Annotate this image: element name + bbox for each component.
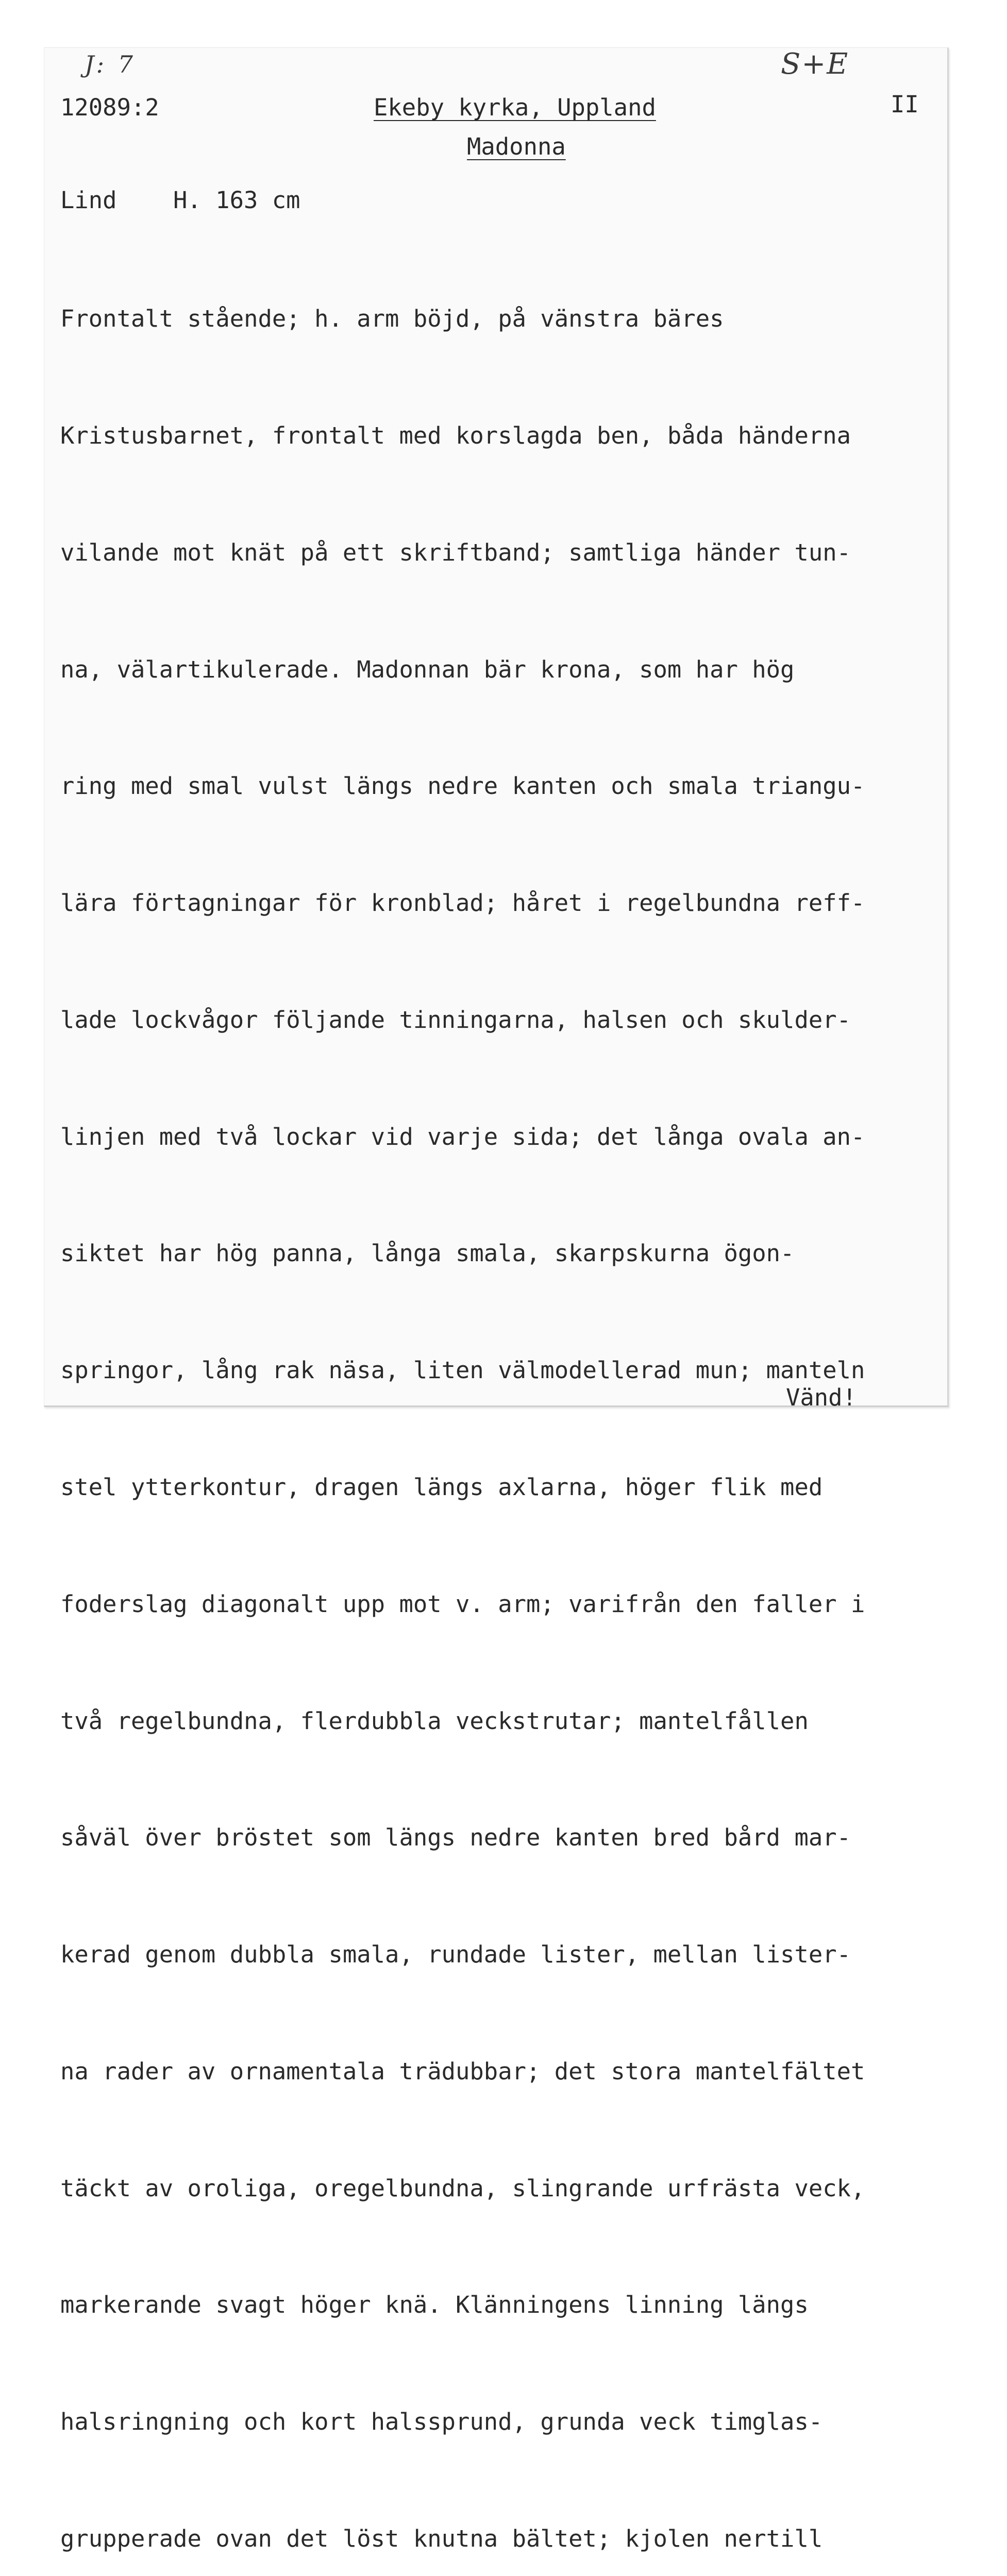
handwritten-note-left: J: 7 — [85, 50, 136, 78]
description-line: två regelbundna, flerdubbla veckstrutar; mantelfållen — [60, 1707, 809, 1735]
description-line: kerad genom dubbla smala, rundade lister, mellan lister- — [60, 1941, 851, 1969]
description-line: lade lockvågor följande tinningarna, halsen och skulder- — [60, 1006, 851, 1033]
description-line: springor, lång rak näsa, liten välmodellerad mun; manteln — [60, 1357, 865, 1384]
description-line: Kristusbarnet, frontalt med korslagda ben, båda händerna — [60, 421, 851, 449]
description-line: foderslag diagonalt upp mot v. arm; varifrån den faller i — [60, 1590, 865, 1618]
description-line: ring med smal vulst längs nedre kanten och smala triangu- — [60, 772, 865, 800]
description-line: siktet har hög panna, långa smala, skarpskurna ögon- — [60, 1240, 795, 1267]
turn-over-note: Vänd! — [786, 1384, 857, 1411]
material: Lind — [60, 187, 117, 214]
card-title: Ekeby kyrka, Uppland — [374, 94, 656, 121]
description-line: na, välartikulerade. Madonnan bär krona, som har hög — [60, 655, 795, 683]
handwritten-note-right: S+E — [781, 47, 849, 81]
description-line: lära förtagningar för kronblad; håret i regelbundna reff- — [60, 889, 865, 917]
description-text — [60, 222, 865, 2576]
description-line: markerande svagt höger knä. Klänningens linning längs — [60, 2291, 809, 2319]
description-line: halsringning och kort halssprund, grunda veck timglas- — [60, 2408, 823, 2436]
reference-number: 12089:2 — [60, 94, 159, 121]
description-line: grupperade ovan det löst knutna bältet; kjolen nertill — [60, 2525, 823, 2553]
description-line: vilande mot knät på ett skriftband; samtliga händer tun- — [60, 538, 851, 566]
card-subtitle: Madonna — [467, 133, 566, 160]
height-measurement: H. 163 cm — [173, 187, 300, 214]
description-line: stel ytterkontur, dragen längs axlarna, höger flik med — [60, 1473, 823, 1501]
description-line: såväl över bröstet som längs nedre kanten bred bård mar- — [60, 1824, 851, 1852]
description-line: linjen med två lockar vid varje sida; det långa ovala an- — [60, 1123, 865, 1150]
description-line: täckt av oroliga, oregelbundna, slingrande urfrästa veck, — [60, 2174, 865, 2202]
description-line: na rader av ornamentala trädubbar; det stora mantelfältet — [60, 2057, 865, 2085]
description-line: Frontalt stående; h. arm böjd, på vänstra bäres — [60, 305, 724, 333]
card-sequence-number: II — [891, 91, 919, 118]
